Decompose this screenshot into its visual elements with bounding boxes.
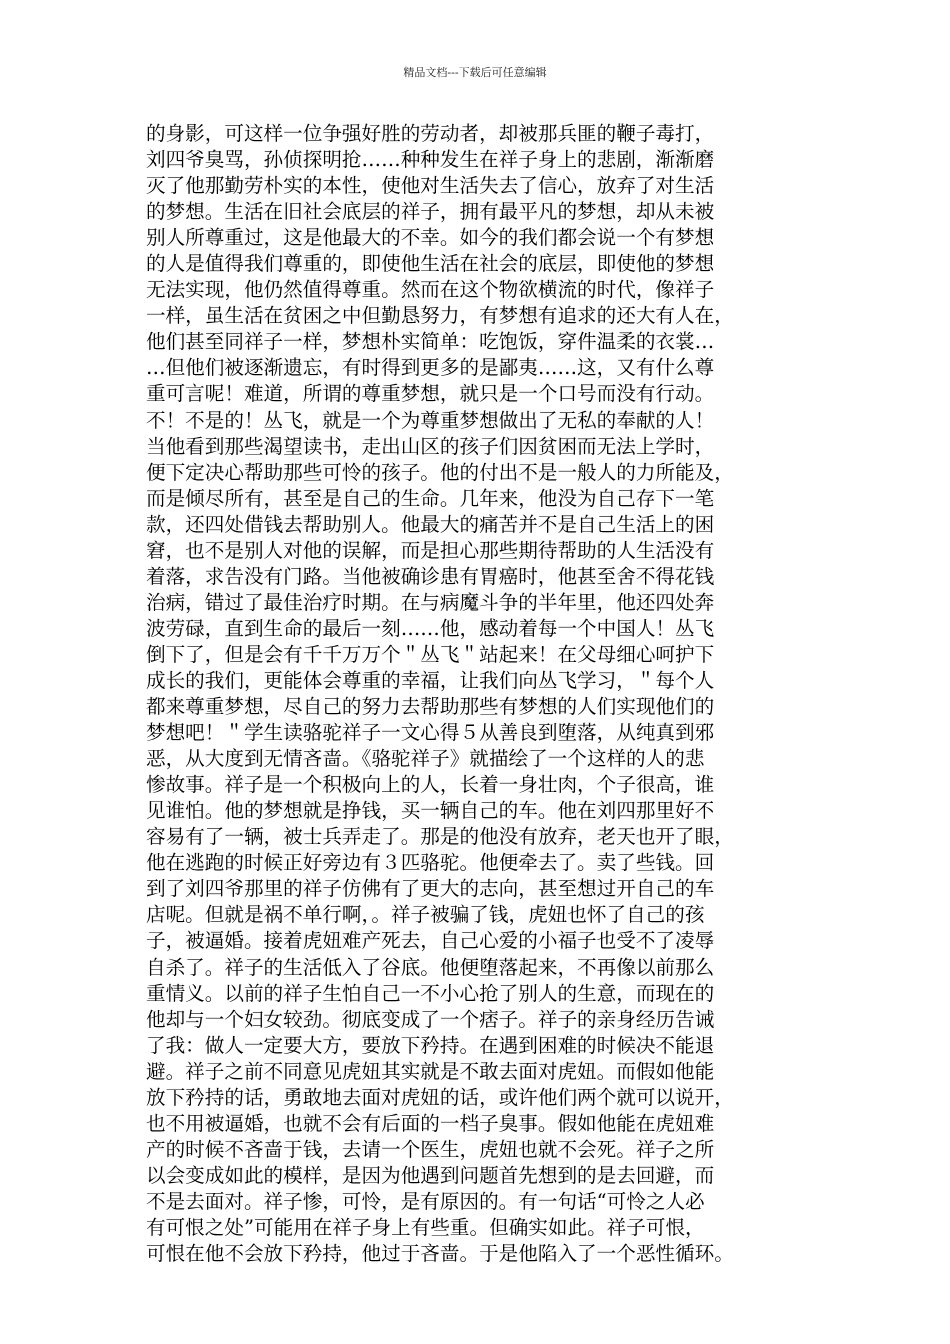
text-line: 他却与一个妇女较劲。彻底变成了一个痞子。祥子的亲身经历告诫	[146, 1007, 715, 1031]
text-line: 惨故事。祥子是一个积极向上的人，长着一身壮肉，个子很高，谁	[146, 773, 715, 797]
text-line: 波劳碌，直到生命的最后一刻……他，感动着每一个中国人！丛飞	[146, 616, 715, 640]
text-line: 店呢。但就是祸不单行啊，。祥子被骗了钱，虎妞也怀了自己的孩	[146, 903, 705, 927]
text-line: 着落，求告没有门路。当他被确诊患有胃癌时，他甚至舍不得花钱	[146, 564, 715, 588]
text-line: 重可言呢！难道，所谓的尊重梦想，就只是一个口号而没有行动。	[146, 382, 715, 406]
text-line: 的身影，可这样一位争强好胜的劳动者，却被那兵匪的鞭子毒打，	[146, 122, 715, 145]
text-line: 窘，也不是别人对他的误解，而是担心那些期待帮助的人生活没有	[146, 538, 715, 562]
text-line: 他在逃跑的时候正好旁边有３匹骆驼。他便牵去了。卖了些钱。回	[146, 851, 715, 875]
text-line: 款，还四处借钱去帮助别人。他最大的痛苦并不是自己生活上的困	[146, 512, 715, 536]
text-line: 成长的我们，更能体会尊重的幸福，让我们向丛飞学习，＂每个人	[146, 668, 715, 692]
text-line: 的人是值得我们尊重的，即使他生活在社会的底层，即使他的梦想	[146, 252, 715, 276]
text-line: 不！不是的！丛飞，就是一个为尊重梦想做出了无私的奉献的人！	[146, 408, 715, 432]
text-line: 也不用被逼婚，也就不会有后面的一档子臭事。假如他能在虎妞难	[146, 1111, 715, 1135]
text-line: 他们甚至同祥子一样，梦想朴实简单：吃饱饭，穿件温柔的衣裳…	[146, 330, 715, 354]
text-line: 灭了他那勤劳朴实的本性，使他对生活失去了信心，放弃了对生活	[146, 174, 715, 198]
text-line: 治病，错过了最佳治疗时期。在与病魔斗争的半年里，他还四处奔	[146, 590, 715, 614]
text-line: 刘四爷臭骂，孙侦探明抢……种种发生在祥子身上的悲剧，渐渐磨	[146, 148, 715, 172]
text-line: 容易有了一辆，被士兵弄走了。那是的他没有放弃，老天也开了眼，	[146, 825, 734, 849]
text-line: 无法实现，他仍然值得尊重。然而在这个物欲横流的时代，像祥子	[146, 278, 715, 302]
text-line: 可恨在他不会放下矜持，他过于吝啬。于是他陷入了一个恶性循环。	[146, 1242, 734, 1266]
text-line: 恶，从大度到无情吝啬。《骆驼祥子》就描绘了一个这样的人的悲	[146, 747, 705, 771]
text-line: 放下矜持的话，勇敢地去面对虎妞的话，或许他们两个就可以说开，	[146, 1085, 734, 1109]
page-header: 精品文档---下载后可任意编辑	[403, 66, 547, 79]
text-line: 到了刘四爷那里的祥子仿佛有了更大的志向，甚至想过开自己的车	[146, 877, 715, 901]
text-line: 而是倾尽所有，甚至是自己的生命。几年来，他没为自己存下一笔	[146, 486, 715, 510]
text-line: 当他看到那些渴望读书，走出山区的孩子们因贫困而无法上学时，	[146, 434, 715, 458]
text-line: 倒下了，但是会有千千万万个＂丛飞＂站起来！在父母细心呵护下	[146, 642, 715, 666]
text-line: 自杀了。祥子的生活低入了谷底。他便堕落起来，不再像以前那么	[146, 955, 715, 979]
text-line: 避。祥子之前不同意见虎妞其实就是不敢去面对虎妞。而假如他能	[146, 1059, 715, 1083]
text-line: 梦想吧！＂学生读骆驼祥子一文心得５从善良到堕落，从纯真到邪	[146, 721, 715, 745]
text-line: 的梦想。生活在旧社会底层的祥子，拥有最平凡的梦想，却从未被	[146, 200, 715, 224]
text-line: …但他们被逐渐遗忘，有时得到更多的是鄙夷……这，又有什么尊	[146, 356, 715, 380]
text-line: 重情义。以前的祥子生怕自己一不小心抢了别人的生意，而现在的	[146, 981, 715, 1005]
text-line: 一样，虽生活在贫困之中但勤恳努力，有梦想有追求的还大有人在，	[146, 304, 734, 328]
text-line: 别人所尊重过，这是他最大的不幸。如今的我们都会说一个有梦想	[146, 226, 715, 250]
text-line: 不是去面对。祥子惨，可怜，是有原因的。有一句话“可怜之人必	[146, 1189, 705, 1213]
document-body	[146, 121, 826, 1267]
text-line: 有可恨之处”可能用在祥子身上有些重。但确实如此。祥子可恨，	[146, 1215, 705, 1239]
text-line: 了我：做人一定要大方，要放下矜持。在遇到困难的时候决不能退	[146, 1033, 715, 1057]
text-line: 见谁怕。他的梦想就是挣钱，买一辆自己的车。他在刘四那里好不	[146, 799, 715, 823]
text-line: 便下定决心帮助那些可怜的孩子。他的付出不是一般人的力所能及，	[146, 460, 734, 484]
text-line: 产的时候不吝啬于钱，去请一个医生，虎妞也就不会死。祥子之所	[146, 1137, 715, 1161]
text-line: 子，被逼婚。接着虎妞难产死去，自己心爱的小福子也受不了凌辱	[146, 929, 715, 953]
text-line: 以会变成如此的模样，是因为他遇到问题首先想到的是去回避，而	[146, 1163, 715, 1187]
text-line: 都来尊重梦想，尽自己的努力去帮助那些有梦想的人们实现他们的	[146, 695, 715, 719]
